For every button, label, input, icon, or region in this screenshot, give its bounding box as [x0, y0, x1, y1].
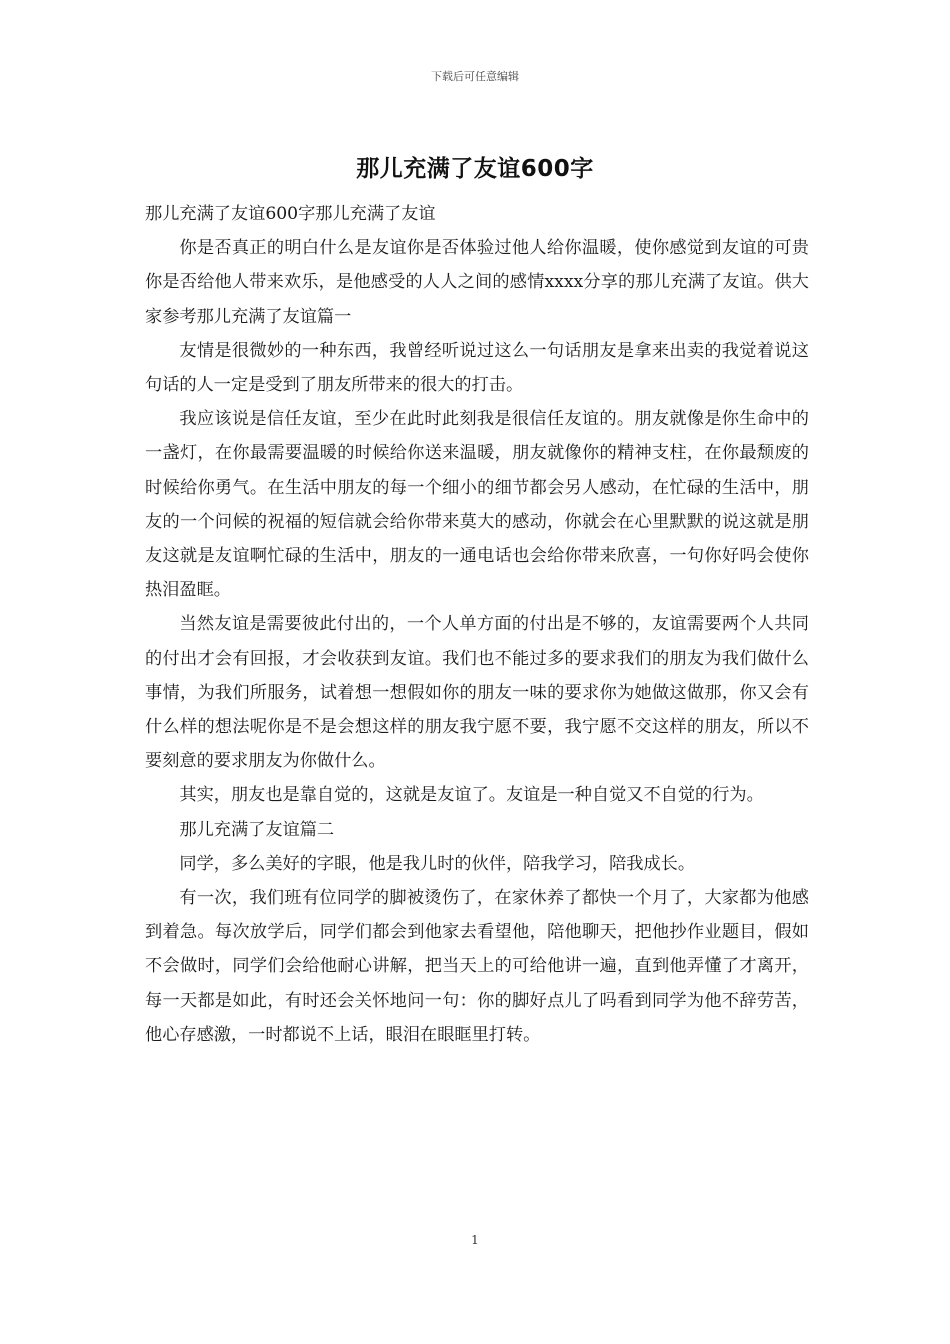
page-number: 1 — [471, 1233, 479, 1247]
paragraph: 我应该说是信任友谊，至少在此时此刻我是很信任友谊的。朋友就像是你生命中的一盏灯，在你最需要温暖的时候给你送来温暖，朋友就像你的精神支柱，在你最颓废的时候给你勇气。在生活中朋友的每一个细小的细节都会另人感动，在忙碌的生活中，朋友的一个问候的祝福的短信就会给你带来莫大的感动，你就会在心里默默的说这就是朋友这就是友谊啊忙碌的生活中，朋友的一通电话也会给你带来欣喜，一句你好吗会使你热泪盈眶。 — [145, 409, 809, 601]
paragraph: 其实，朋友也是靠自觉的，这就是友谊了。友谊是一种自觉又不自觉的行为。 — [179, 785, 764, 806]
document-body — [145, 197, 809, 1052]
paragraph-subtitle: 那儿充满了友谊600字那儿充满了友谊 — [145, 204, 436, 224]
paragraph: 友情是很微妙的一种东西，我曾经听说过这么一句话朋友是拿来出卖的我觉着说这句话的人一定是受到了朋友所带来的很大的打击。 — [145, 340, 809, 396]
section-heading: 那儿充满了友谊篇二 — [179, 819, 335, 840]
paragraph: 当然友谊是需要彼此付出的，一个人单方面的付出是不够的，友谊需要两个人共同的付出才会有回报，才会收获到友谊。我们也不能过多的要求我们的朋友为我们做什么事情，为我们所服务，试着想一想假如你的朋友一味的要求你为她做这做那，你又会有什么样的想法呢你是不是会想这样的朋友我宁愿不要，我宁愿不交这样的朋友，所以不要刻意的要求朋友为你做什么。 — [145, 614, 809, 772]
paragraph-intro: 你是否真正的明白什么是友谊你是否体验过他人给你温暖，使你感觉到友谊的可贵你是否给他人带来欢乐，是他感受的人人之间的感情xxxx分享的那儿充满了友谊。供大家参考那儿充满了友谊篇一 — [145, 238, 809, 327]
paragraph: 有一次，我们班有位同学的脚被烫伤了，在家休养了都快一个月了，大家都为他感到着急。每次放学后，同学们都会到他家去看望他，陪他聊天，把他抄作业题目，假如不会做时，同学们会给他耐心讲解，把当天上的可给他讲一遍，直到他弄懂了才离开，每一天都是如此，有时还会关怀地问一句：你的脚好点儿了吗看到同学为他不辞劳苦，他心存感激，一时都说不上话，眼泪在眼眶里打转。 — [145, 888, 809, 1045]
header-note: 下载后可任意编辑 — [431, 70, 519, 83]
document-title: 那儿充满了友谊600字 — [356, 156, 594, 182]
paragraph: 同学，多么美好的字眼，他是我儿时的伙伴，陪我学习，陪我成长。 — [179, 853, 696, 874]
